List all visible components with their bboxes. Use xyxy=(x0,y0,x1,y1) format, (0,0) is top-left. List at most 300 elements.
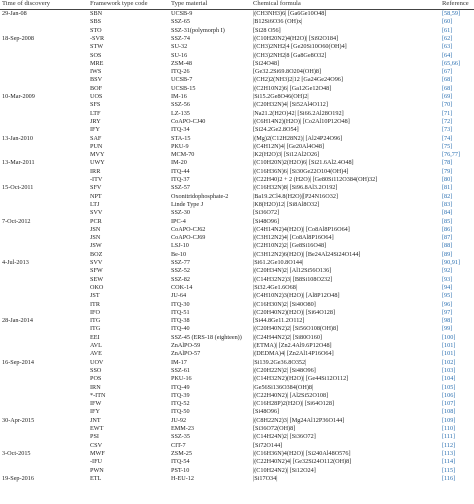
header-reference: Reference xyxy=(442,0,469,7)
type-material-cell: ITQ-49 xyxy=(171,383,190,391)
type-material-cell: SSZ-65 xyxy=(171,18,190,26)
type-material-cell: ZSM-25 xyxy=(171,449,192,457)
reference-cell[interactable]: [114] xyxy=(442,458,456,466)
framework-code-cell: MVY xyxy=(90,151,105,159)
framework-code-cell: -IFU xyxy=(90,458,103,466)
table-row xyxy=(0,384,474,392)
chemical-formula-cell: |(CH2)2(NH3)2|12 [Ga24Ge24O96] xyxy=(253,76,343,84)
chemical-formula-cell: |(C16H32N)8| [Si96.8Al3.2O192] xyxy=(253,184,338,192)
table-row xyxy=(0,400,474,408)
reference-cell[interactable]: [72] xyxy=(442,117,453,125)
table-row xyxy=(0,442,474,450)
time-of-discovery-cell: 19-Sep-2016 xyxy=(2,474,34,482)
reference-cell[interactable]: [79] xyxy=(442,167,453,175)
reference-cell[interactable]: [99] xyxy=(442,325,453,333)
type-material-cell: ITQ-37 xyxy=(171,176,190,183)
framework-code-cell: BOF xyxy=(90,84,103,92)
table-row xyxy=(0,93,474,101)
type-material-cell: SSZ-56 xyxy=(171,101,190,109)
framework-code-cell: PCR xyxy=(90,217,102,225)
chemical-formula-cell: [Si24.2Ge2.8O54] xyxy=(253,126,299,134)
table-row xyxy=(0,168,474,176)
chemical-formula-cell: |(C20H40N2)2| [Si56O108(OH)8] xyxy=(253,325,339,333)
chemical-formula-cell: |(C24H44N2)2| [Si80O160] xyxy=(253,333,322,341)
table-row xyxy=(0,467,474,475)
type-material-cell: ITQ-51 xyxy=(171,308,190,316)
framework-code-cell: PSI xyxy=(90,433,99,441)
reference-cell[interactable]: [83] xyxy=(442,200,453,208)
reference-cell[interactable]: [109] xyxy=(442,416,456,424)
chemical-formula-cell: |K8(H2O)12| [Si8Al8O32] xyxy=(253,200,320,208)
type-material-cell: STA-15 xyxy=(171,134,191,142)
table-row xyxy=(0,408,474,416)
framework-code-cell: UOS xyxy=(90,93,103,100)
reference-cell[interactable]: [98] xyxy=(442,317,453,325)
time-of-discovery-cell: 7-Oct-2012 xyxy=(2,217,31,225)
chemical-formula-cell: |(C4H12N)4| [Ge20Al4O48] xyxy=(253,142,325,150)
time-of-discovery-cell: 29-Jan-08 xyxy=(2,10,27,17)
reference-cell[interactable]: [116] xyxy=(442,474,456,482)
framework-code-cell: SFW xyxy=(90,267,103,275)
reference-cell[interactable]: [82] xyxy=(442,192,453,200)
reference-cell[interactable]: [105] xyxy=(442,383,456,391)
chemical-formula-cell: |(C20H32N)4| [Si52Al4O112] xyxy=(253,101,328,109)
header-framework-type-code: Framework type code xyxy=(90,0,148,7)
time-of-discovery-cell: 28-Jan-2014 xyxy=(2,317,33,325)
table-row xyxy=(0,425,474,433)
framework-code-cell: SBS xyxy=(90,18,102,26)
chemical-formula-cell: [Si48O96] xyxy=(253,408,280,416)
reference-cell[interactable]: [84] xyxy=(442,209,453,217)
framework-code-cell: UWY xyxy=(90,159,105,167)
chemical-formula-cell: |(C20H40N2)(H2O)| [Si64O128] xyxy=(253,308,336,316)
type-material-cell: SSZ-77 xyxy=(171,259,190,266)
framework-code-cell: STW xyxy=(90,43,104,51)
framework-code-cell: STO xyxy=(90,26,102,34)
reference-cell[interactable]: [96] xyxy=(442,300,453,308)
type-material-cell: COK-14 xyxy=(171,283,193,291)
chemical-formula-cell: |(DEDMA)4| [Zn2Al14P16O64] xyxy=(253,350,334,358)
framework-code-cell: ITG xyxy=(90,325,101,333)
framework-code-cell: SSO xyxy=(90,366,102,374)
table-row xyxy=(0,52,474,60)
type-material-cell: SSZ-35 xyxy=(171,433,190,441)
chemical-formula-cell: |(C14H32N2)3| [B8Si108O232] xyxy=(253,275,333,283)
reference-cell[interactable]: [61] xyxy=(442,26,453,34)
chemical-formula-cell: [Si36O72] xyxy=(253,209,280,217)
table-row xyxy=(0,367,474,375)
framework-code-cell: EWT xyxy=(90,425,104,432)
reference-cell[interactable]: [60] xyxy=(442,18,453,26)
reference-cell[interactable]: [64] xyxy=(442,51,453,59)
chemical-formula-cell: |(C4H10N2)3(H2O)| [Al8P12O48] xyxy=(253,292,340,300)
table-row xyxy=(0,375,474,383)
table-row xyxy=(0,242,474,250)
type-material-cell: SU-32 xyxy=(171,43,188,51)
chemical-formula-cell: |(C22H40N2)4| [Ge32Si24O112(OH)8] xyxy=(253,458,352,466)
framework-code-cell: IRR xyxy=(90,167,101,175)
framework-code-cell: SBN xyxy=(90,10,103,17)
header-chemical-formula: Chemical formula xyxy=(253,0,301,7)
table-row xyxy=(0,218,474,226)
reference-cell[interactable]: [62] xyxy=(442,34,453,42)
table-row xyxy=(0,118,474,126)
table-row xyxy=(0,234,474,242)
type-material-cell: CoAPO-CJ62 xyxy=(171,225,206,233)
reference-cell[interactable]: [112] xyxy=(442,441,456,449)
reference-cell[interactable]: [81] xyxy=(442,184,453,192)
chemical-formula-cell: [Si44.8Ge11.2O112] xyxy=(253,317,305,325)
chemical-formula-cell: |(C20H22N)2| [Si48O96] xyxy=(253,366,316,374)
framework-code-cell: SFV xyxy=(90,184,102,192)
time-of-discovery-cell: 18-Sep-2008 xyxy=(2,34,34,42)
type-material-cell: SSZ-30 xyxy=(171,209,190,217)
table-row xyxy=(0,392,474,400)
framework-code-cell: JSW xyxy=(90,242,102,250)
chemical-formula-cell: |Ge56Si136O384(OH)8| xyxy=(253,383,314,391)
reference-cell[interactable]: [102] xyxy=(442,358,456,366)
chemical-formula-cell: |(CH3)2NH2|4 [Ge20Si10O60(OH)4] xyxy=(253,43,347,51)
chemical-formula-cell: |(C16H30N)2| [Si40O80] xyxy=(253,300,316,308)
table-row xyxy=(0,159,474,167)
table-header-row xyxy=(0,0,474,9)
framework-code-cell: OKO xyxy=(90,283,104,291)
reference-cell[interactable]: [69] xyxy=(442,93,453,100)
type-material-cell: ITQ-30 xyxy=(171,300,190,308)
chemical-formula-cell: [Si28 O56] xyxy=(253,26,281,34)
table-row xyxy=(0,359,474,367)
chemical-formula-cell: |(C16H28P)2(H2O)| [Si64O128] xyxy=(253,400,335,408)
chemical-formula-cell: |Si17O34| xyxy=(253,474,278,482)
table-row xyxy=(0,350,474,358)
chemical-formula-cell: [Si24O48] xyxy=(253,59,280,67)
table-row xyxy=(0,85,474,93)
framework-code-cell: JST xyxy=(90,292,100,300)
chemical-formula-cell: |Si15.2Ge8O46(OH)2| xyxy=(253,93,309,100)
type-material-cell: ITQ-44 xyxy=(171,167,190,175)
type-material-cell: SSZ-57 xyxy=(171,184,190,192)
chemical-formula-cell: |(C22H40N2)| [Al2Si52O108] xyxy=(253,391,329,399)
table-row xyxy=(0,143,474,151)
reference-cell[interactable]: [106] xyxy=(442,391,456,399)
chemical-formula-cell: [Si72O144] xyxy=(253,441,283,449)
table-row xyxy=(0,334,474,342)
chemical-formula-cell: |K2(H2O)3| [Si12Al2O26] xyxy=(253,151,320,159)
framework-code-cell: SVV xyxy=(90,259,103,266)
chemical-formula-cell: |(C20H34N)2| [Al12Si56O136] xyxy=(253,267,332,275)
table-row xyxy=(0,259,474,267)
table-row xyxy=(0,18,474,26)
framework-code-cell: SAF xyxy=(90,134,102,142)
reference-cell[interactable]: [85] xyxy=(442,217,453,225)
type-material-cell: ITQ-54 xyxy=(171,458,190,466)
chemical-formula-cell: |(C2H10N2)6| [Ga12Ge12O48] xyxy=(253,84,332,92)
chemical-formula-cell: |(C14H24N)2| [Si36O72] xyxy=(253,433,316,441)
reference-cell[interactable]: [95] xyxy=(442,292,453,300)
reference-cell[interactable]: [110] xyxy=(442,425,456,432)
type-material-cell: Linde Type J xyxy=(171,200,204,208)
type-material-cell: SSZ-82 xyxy=(171,275,190,283)
type-material-cell: IPC-4 xyxy=(171,217,186,225)
table-row xyxy=(0,135,474,143)
reference-cell[interactable]: [86] xyxy=(442,225,453,233)
type-material-cell: JU-92 xyxy=(171,416,187,424)
framework-code-cell: ITG xyxy=(90,317,101,325)
table-row xyxy=(0,43,474,51)
chemical-formula-cell: |(C10H24N2)| [Si12O24] xyxy=(253,466,316,474)
table-row xyxy=(0,201,474,209)
chemical-formula-cell: |(C3H12N2)4| [Co8Al8P16O64] xyxy=(253,234,334,242)
reference-cell[interactable]: [58,59] xyxy=(442,10,461,17)
header-type-material: Type material xyxy=(171,0,208,7)
framework-code-cell: ITR xyxy=(90,300,100,308)
time-of-discovery-cell: 16-Sep-2014 xyxy=(2,358,34,366)
framework-code-cell: SFS xyxy=(90,101,101,109)
type-material-cell: LSJ-10 xyxy=(171,242,189,250)
table-row xyxy=(0,226,474,234)
chemical-formula-cell: |(C8H22N2)3| [Mg24Al12P36O144] xyxy=(253,416,345,424)
type-material-cell: UCSB-15 xyxy=(171,84,196,92)
reference-cell[interactable]: [111] xyxy=(442,433,455,441)
framework-code-cell: SVV xyxy=(90,209,103,217)
table-row xyxy=(0,267,474,275)
table-row xyxy=(0,301,474,309)
type-material-cell: ZnAlPO-59 xyxy=(171,342,201,349)
type-material-cell: UCSB-9 xyxy=(171,10,193,17)
table-row xyxy=(0,10,474,18)
type-material-cell: ITQ-39 xyxy=(171,391,190,399)
framework-code-cell: JSN xyxy=(90,234,101,242)
reference-cell[interactable]: [90,91] xyxy=(442,259,461,266)
table-row xyxy=(0,126,474,134)
chemical-formula-cell: |(C4H14N2)4(H2O)| [Co8Al8P16O64] xyxy=(253,225,350,233)
table-row xyxy=(0,309,474,317)
table-row xyxy=(0,342,474,350)
reference-cell[interactable]: [87] xyxy=(442,234,453,242)
type-material-cell: UCSB-7 xyxy=(171,76,193,84)
type-material-cell: PKU-16 xyxy=(171,375,192,383)
framework-code-cell: IFY xyxy=(90,126,100,134)
table-row xyxy=(0,450,474,458)
type-material-cell: ITQ-50 xyxy=(171,408,190,416)
reference-cell[interactable]: [93] xyxy=(442,275,453,283)
reference-cell[interactable]: [101] xyxy=(442,342,456,349)
type-material-cell: IM-16 xyxy=(171,93,187,100)
chemical-formula-cell: |(C16H36N)4(H2O)| [Si240Al48O576] xyxy=(253,449,351,457)
framework-code-cell: AVL xyxy=(90,342,102,349)
table-row xyxy=(0,433,474,441)
framework-code-cell: UOV xyxy=(90,358,104,366)
type-material-cell: PKU-9 xyxy=(171,142,189,150)
reference-cell[interactable]: [115] xyxy=(442,466,456,474)
type-material-cell: SSZ-74 xyxy=(171,34,190,42)
reference-cell[interactable]: [76,77] xyxy=(442,151,461,159)
reference-cell[interactable]: [94] xyxy=(442,283,453,291)
framework-code-cell: POS xyxy=(90,375,102,383)
framework-code-cell: LTJ xyxy=(90,200,100,208)
table-row xyxy=(0,60,474,68)
reference-cell[interactable]: [67] xyxy=(442,68,453,76)
chemical-formula-cell: |Na21.2(H2O)42| [Si66.2Al28O192] xyxy=(253,109,344,117)
time-of-discovery-cell: 13-Mar-2011 xyxy=(2,159,35,167)
type-material-cell: ITQ-40 xyxy=(171,325,190,333)
table-row xyxy=(0,176,474,184)
reference-cell[interactable]: [104] xyxy=(442,375,456,383)
framework-code-cell: PWN xyxy=(90,466,104,474)
framework-code-cell: -ITV xyxy=(90,176,103,183)
type-material-cell: CoAPO-CJ69 xyxy=(171,234,206,242)
table-row xyxy=(0,325,474,333)
reference-cell[interactable]: [68] xyxy=(442,84,453,92)
reference-cell[interactable]: [100] xyxy=(442,333,456,341)
reference-cell[interactable]: [68] xyxy=(442,76,453,84)
chemical-formula-cell: |(C22H40)2 + 2 (H2O)| [Ge80Si112O384(OH)32] xyxy=(253,176,378,183)
chemical-formula-cell: |(C14H32N2)(H2O)| [Ge44Si12O112] xyxy=(253,375,349,383)
framework-code-cell: EEI xyxy=(90,333,100,341)
reference-cell[interactable]: [78] xyxy=(442,159,453,167)
type-material-cell: ITQ-34 xyxy=(171,126,190,134)
type-material-cell: IM-20 xyxy=(171,159,187,167)
reference-cell[interactable]: [97] xyxy=(442,308,453,316)
type-material-cell: MCM-70 xyxy=(171,151,195,159)
chemical-formula-cell: |(C16H36N)6| [Si30Ge22O104(OH)4] xyxy=(253,167,349,175)
framework-code-cell: AVE xyxy=(90,350,102,358)
type-material-cell: SSZ-45 (ERS-18 (eighteen)) xyxy=(171,333,242,341)
chemical-formula-cell: |(C6H14N2)(H2O)| [Co2Al10P12O48] xyxy=(253,117,350,125)
header-time-of-discovery: Time of discovery xyxy=(2,0,51,7)
reference-cell[interactable]: [75] xyxy=(442,142,453,150)
reference-cell[interactable]: [74] xyxy=(442,134,453,142)
table-row xyxy=(0,193,474,201)
chemical-formula-cell: [Ge32.2Si69.8O204(OH)8] xyxy=(253,68,322,76)
type-material-cell: ZnAlPO-57 xyxy=(171,350,201,358)
type-material-cell: ITQ-26 xyxy=(171,68,190,76)
framework-code-cell: LTF xyxy=(90,109,101,117)
chemical-formula-cell: |B12Si6O36 (OH)x| xyxy=(253,18,303,26)
framework-code-cell: IFY xyxy=(90,408,100,416)
framework-code-cell: MRE xyxy=(90,59,104,67)
chemical-formula-cell: |Ba19.2Cl4.8(H2O)|[P24N16O32] xyxy=(253,192,338,200)
type-material-cell: LZ-135 xyxy=(171,109,190,117)
type-material-cell: ZSM-48 xyxy=(171,59,192,67)
reference-cell[interactable]: [101] xyxy=(442,350,456,358)
reference-cell[interactable]: [108] xyxy=(442,408,456,416)
type-material-cell: H-EU-12 xyxy=(171,474,195,482)
type-material-cell: EMM-23 xyxy=(171,425,195,432)
table-row xyxy=(0,184,474,192)
framework-code-cell: BOZ xyxy=(90,250,103,258)
chemical-formula-cell: |(CH3)2NH2|8 [Ga8Ge8O32] xyxy=(253,51,327,59)
reference-cell[interactable]: [113] xyxy=(442,449,456,457)
reference-cell[interactable]: [65,66] xyxy=(442,59,461,67)
reference-cell[interactable]: [89] xyxy=(442,250,453,258)
type-material-cell: CIT-7 xyxy=(171,441,186,449)
chemical-formula-cell: |(C2H10N2)2| [Ge8Si16O48] xyxy=(253,242,327,250)
type-material-cell: SU-16 xyxy=(171,51,188,59)
table-row xyxy=(0,68,474,76)
table-row xyxy=(0,458,474,466)
chemical-formula-cell: [Si36O72(OH)8] xyxy=(253,425,296,432)
time-of-discovery-cell: 10-Mar-2009 xyxy=(2,93,35,100)
table-row xyxy=(0,209,474,217)
reference-cell[interactable]: [73] xyxy=(442,126,453,134)
table-row xyxy=(0,475,474,483)
reference-cell[interactable]: [92] xyxy=(442,267,453,275)
type-material-cell: SSZ-52 xyxy=(171,267,190,275)
table-row xyxy=(0,284,474,292)
reference-cell[interactable]: [88] xyxy=(442,242,453,250)
table-row xyxy=(0,27,474,35)
table-row xyxy=(0,317,474,325)
framework-code-cell: IRN xyxy=(90,383,101,391)
reference-cell[interactable]: [107] xyxy=(442,400,456,408)
table-row xyxy=(0,110,474,118)
time-of-discovery-cell: 15-Oct-2011 xyxy=(2,184,34,192)
type-material-cell: PST-10 xyxy=(171,466,190,474)
chemical-formula-cell: |Si32.4Ge1.6O68| xyxy=(253,283,298,291)
framework-code-cell: BSV xyxy=(90,76,103,84)
framework-code-cell: CSV xyxy=(90,441,103,449)
reference-cell[interactable]: [103] xyxy=(442,366,456,374)
reference-cell[interactable]: [63] xyxy=(442,43,453,51)
type-material-cell: SSZ-31(polymorph I) xyxy=(171,26,225,34)
type-material-cell: ITQ-52 xyxy=(171,400,190,408)
chemical-formula-cell: |(C10H20N)2(H2O)6| [Si21.6Al2.4O48] xyxy=(253,159,354,167)
reference-cell[interactable]: [80] xyxy=(442,176,453,183)
framework-code-cell: *-ITN xyxy=(90,391,106,399)
table-row xyxy=(0,417,474,425)
framework-code-cell: PUN xyxy=(90,142,103,150)
type-material-cell: ITQ-38 xyxy=(171,317,190,325)
table-row xyxy=(0,251,474,259)
framework-code-cell: JSN xyxy=(90,225,101,233)
framework-code-cell: MWF xyxy=(90,449,105,457)
table-row xyxy=(0,276,474,284)
table-row xyxy=(0,35,474,43)
chemical-formula-cell: |(C3H12N2)6(H2O)| [Be24Al24Si24O144] xyxy=(253,250,361,258)
reference-cell[interactable]: [70] xyxy=(442,101,453,109)
time-of-discovery-cell: 30-Apr-2015 xyxy=(2,416,35,424)
time-of-discovery-cell: 3-Oct-2015 xyxy=(2,449,31,457)
chemical-formula-cell: [Si48O96] xyxy=(253,217,280,225)
framework-code-cell: JRY xyxy=(90,117,101,125)
type-material-cell: SSZ-61 xyxy=(171,366,190,374)
type-material-cell: Oxonitridophosphate-2 xyxy=(171,192,229,200)
chemical-formula-cell: |Si139.2Ge36.8O352| xyxy=(253,358,307,366)
reference-cell[interactable]: [71] xyxy=(442,109,453,117)
chemical-formula-cell: |(ETMA)| [Zn2.4Al9.6P12O48] xyxy=(253,342,332,349)
table-row xyxy=(0,76,474,84)
table-row xyxy=(0,292,474,300)
framework-code-cell: JNT xyxy=(90,416,101,424)
type-material-cell: Be-10 xyxy=(171,250,187,258)
time-of-discovery-cell: 13-Jan-2010 xyxy=(2,134,33,142)
framework-code-cell: NPT xyxy=(90,192,102,200)
table-row xyxy=(0,151,474,159)
chemical-formula-cell: |(Mg)2(C12H28N2)| [Al24P24O96] xyxy=(253,134,343,142)
framework-code-cell: -SVR xyxy=(90,34,105,42)
type-material-cell: CoAPO-CJ40 xyxy=(171,117,206,125)
framework-code-cell: IFO xyxy=(90,308,100,316)
type-material-cell: JU-64 xyxy=(171,292,187,300)
table-row xyxy=(0,101,474,109)
chemical-formula-cell: |(C10H20N2)4(H2O)| [Si92O184] xyxy=(253,34,339,42)
time-of-discovery-cell: 4-Jul-2013 xyxy=(2,259,29,266)
framework-code-cell: SOS xyxy=(90,51,102,59)
framework-code-cell: IWS xyxy=(90,68,102,76)
framework-code-cell: SEW xyxy=(90,275,104,283)
chemical-formula-cell: |Si61.2Ge10.8O144| xyxy=(253,259,304,266)
